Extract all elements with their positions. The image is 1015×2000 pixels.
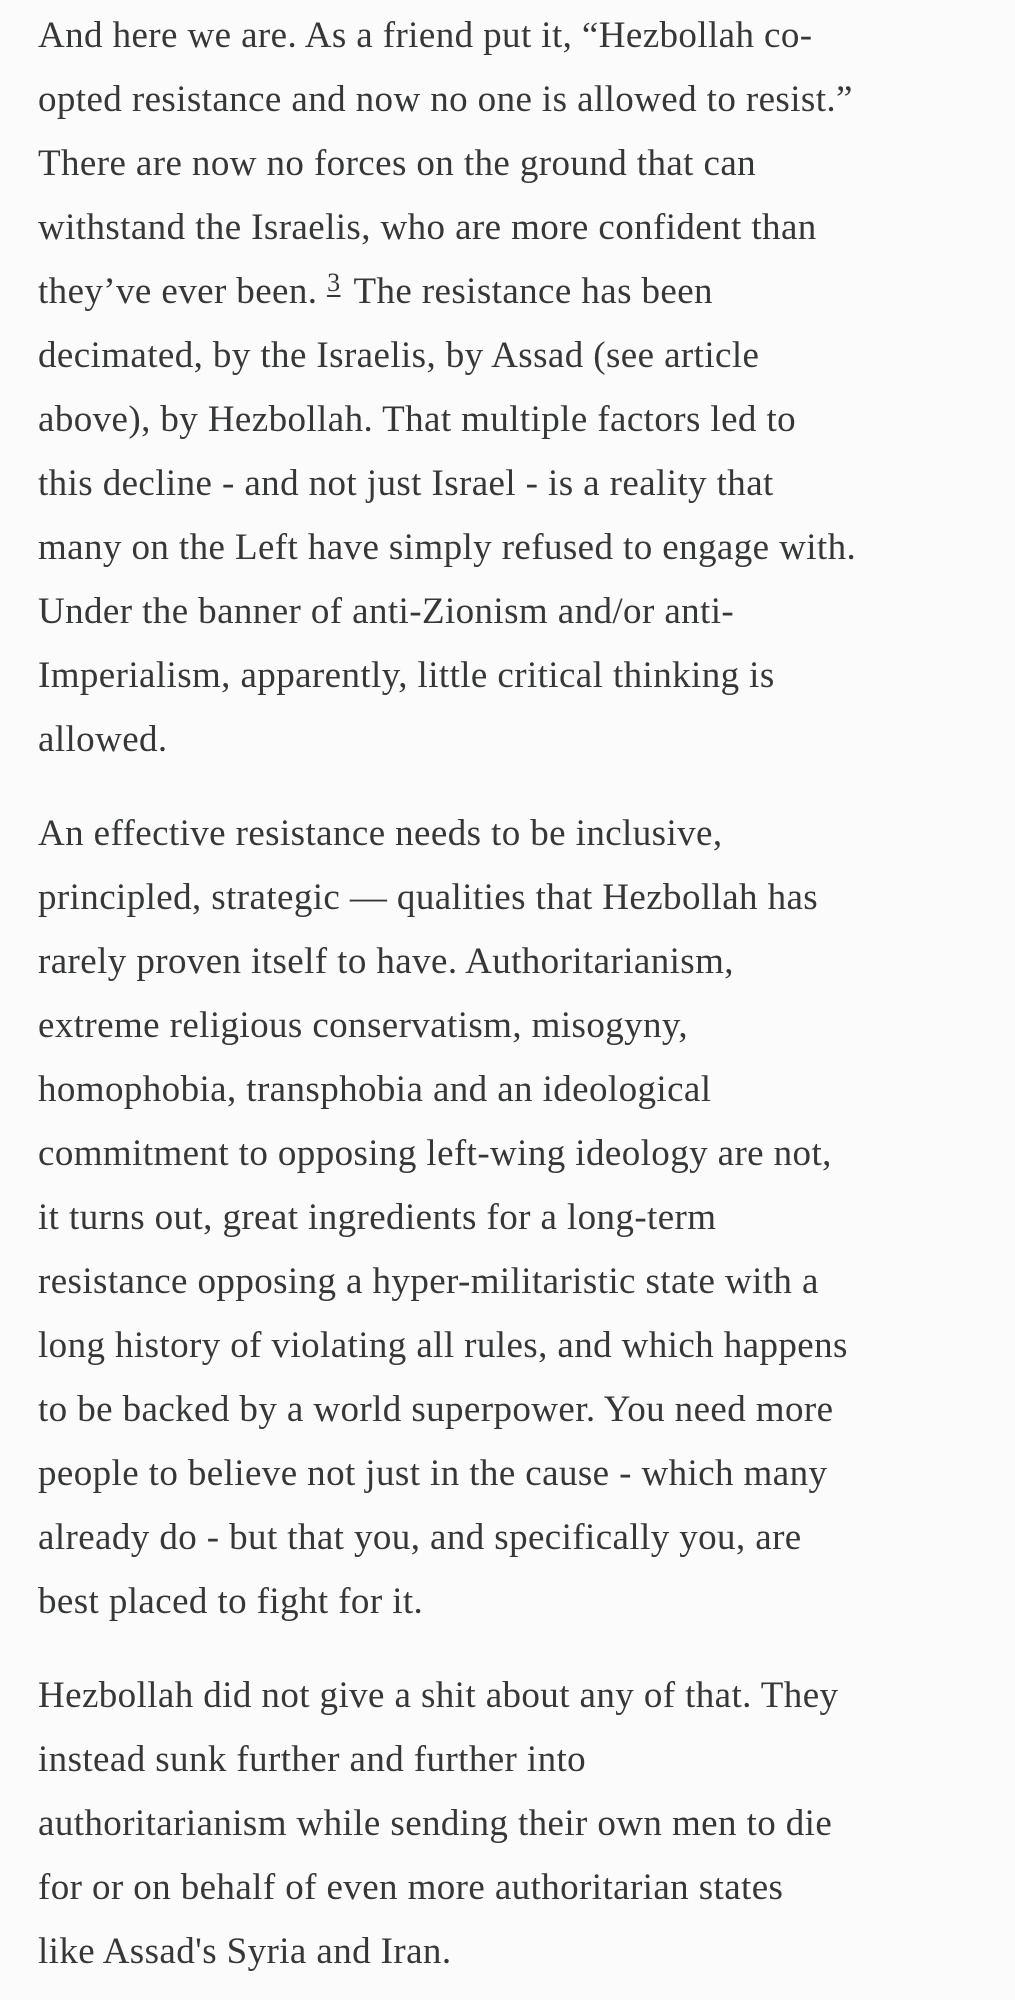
text-line: homophobia, transphobia and an ideological: [38, 1069, 712, 1110]
text-line: authoritarianism while sending their own men to die: [38, 1803, 833, 1844]
text-line: opted resistance and now no one is allowed to resist.”: [38, 79, 853, 120]
text-line: long history of violating all rules, and which happens: [38, 1325, 848, 1366]
text-line: instead sunk further and further into: [38, 1739, 587, 1780]
text-segment: The resistance has been: [344, 271, 713, 312]
text-line: Hezbollah did not give a shit about any of that. They: [38, 1675, 839, 1716]
text-line-with-footnote: [38, 260, 977, 324]
text-line: best placed to fight for it.: [38, 1581, 424, 1622]
text-line: this decline - and not just Israel - is a reality that: [38, 463, 774, 504]
text-line: An effective resistance needs to be inclusive,: [38, 813, 723, 854]
text-line: it turns out, great ingredients for a long-term: [38, 1197, 717, 1238]
paragraph-1: [38, 4, 977, 772]
text-line: above), by Hezbollah. That multiple factors led to: [38, 399, 797, 440]
text-line: Imperialism, apparently, little critical thinking is: [38, 655, 775, 696]
text-line: already do - but that you, and specifically you, are: [38, 1517, 802, 1558]
text-line: Under the banner of anti-Zionism and/or anti-: [38, 591, 735, 632]
footnote-link[interactable]: 3: [327, 268, 341, 297]
text-line: There are now no forces on the ground that can: [38, 143, 757, 184]
text-line: many on the Left have simply refused to engage with.: [38, 527, 857, 568]
text-line: decimated, by the Israelis, by Assad (see article: [38, 335, 760, 376]
text-line: for or on behalf of even more authoritarian states: [38, 1867, 784, 1908]
text-line: people to believe not just in the cause - which many: [38, 1453, 828, 1494]
text-line: And here we are. As a friend put it, “Hezbollah co-: [38, 15, 813, 56]
text-line: resistance opposing a hyper-militaristic state with a: [38, 1261, 819, 1302]
text-line: withstand the Israelis, who are more confident than: [38, 207, 817, 248]
text-line: to be backed by a world superpower. You need more: [38, 1389, 834, 1430]
text-line: commitment to opposing left-wing ideology are not,: [38, 1133, 832, 1174]
text-segment: they’ve ever been.: [38, 271, 328, 312]
text-line: principled, strategic — qualities that Hezbollah has: [38, 877, 819, 918]
text-line: like Assad's Syria and Iran.: [38, 1931, 452, 1972]
text-line: allowed.: [38, 719, 168, 760]
paragraph-3: [38, 1664, 977, 1984]
text-line: rarely proven itself to have. Authoritarianism,: [38, 941, 734, 982]
paragraph-2: [38, 802, 977, 1634]
text-line: extreme religious conservatism, misogyny,: [38, 1005, 689, 1046]
